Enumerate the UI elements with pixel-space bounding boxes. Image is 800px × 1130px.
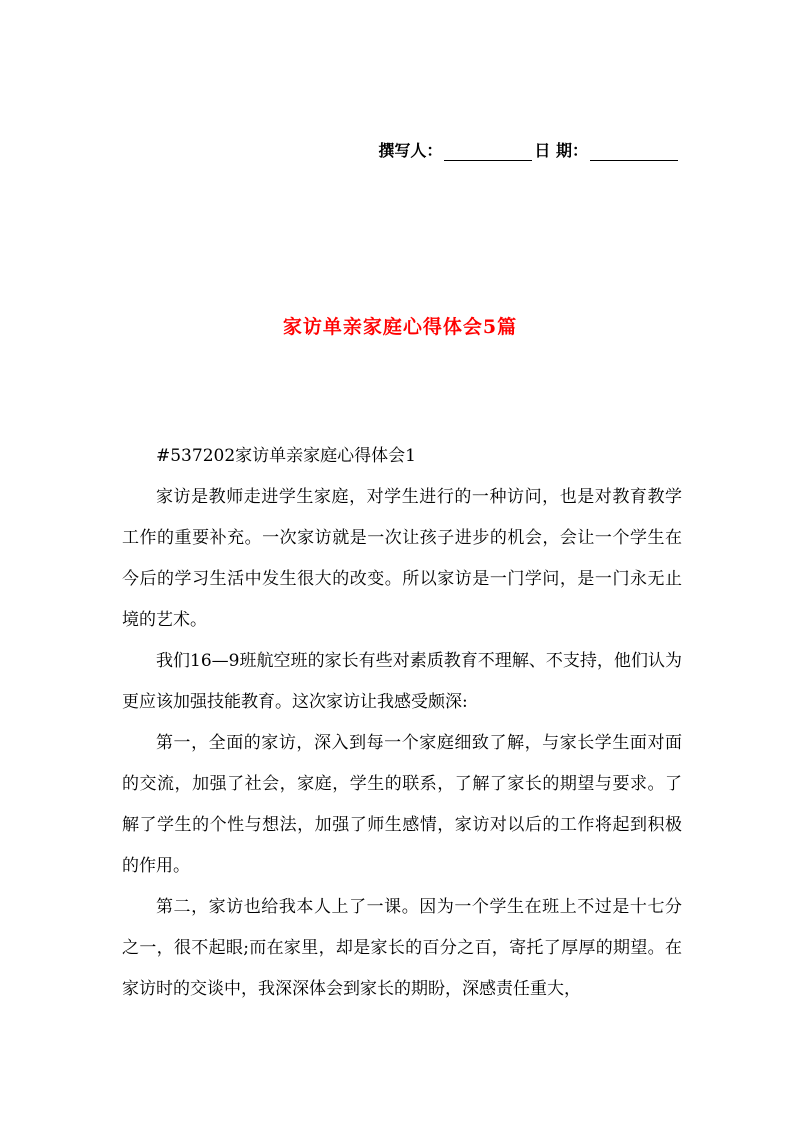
section-subtitle: #537202家访单亲家庭心得体会1 <box>156 446 416 466</box>
paragraph-1: 家访是教师走进学生家庭，对学生进行的一种访问，也是对教育教学工作的重要补充。一次家访就是一次让孩子进步的机会，会让一个学生在今后的学习生活中发生很大的改变。所以家访是一门学问，是一门永无止境的艺术。 <box>122 487 682 630</box>
paragraph-2: 我们16—9班航空班的家长有些对素质教育不理解、不支持，他们认为更应该加强技能教育。这次家访让我感受颇深: <box>122 651 682 712</box>
document-title: 家访单亲家庭心得体会5篇 <box>282 316 518 338</box>
author-label: 撰写人： <box>378 141 443 160</box>
date-label: 日 期： <box>534 141 588 160</box>
document-body <box>122 436 682 1010</box>
date-blank <box>590 146 678 161</box>
paragraph-4: 第二，家访也给我本人上了一课。因为一个学生在班上不过是十七分之一，很不起眼;而在家里，却是家长的百分之百，寄托了厚厚的期望。在家访时的交谈中，我深深体会到家长的期盼，深感责任重大， <box>122 897 682 999</box>
paragraph-3: 第一，全面的家访，深入到每一个家庭细致了解，与家长学生面对面的交流，加强了社会，家庭，学生的联系，了解了家长的期望与要求。了解了学生的个性与想法，加强了师生感情，家访对以后的工作将起到积极的作用。 <box>122 733 682 876</box>
author-blank <box>444 146 532 161</box>
author-date-line <box>378 138 680 161</box>
